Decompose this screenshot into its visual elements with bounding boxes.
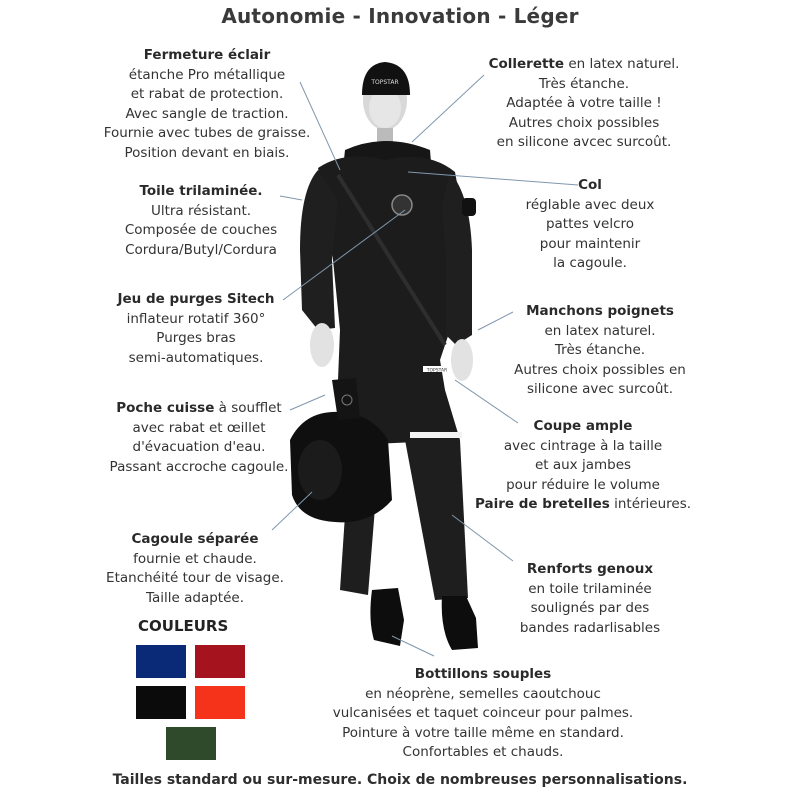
feature-line: étanche Pro métallique [128,66,286,83]
feature-line: en néoprène, semelles caoutchouc [365,685,601,702]
feature-line: en silicone avcec surcoût. [496,134,672,150]
right-boot [442,596,478,650]
feature-valves [96,290,296,368]
feature-fabric [98,182,304,260]
feature-head: Cagoule séparée [131,531,259,547]
thigh-label: TOPSTAR [426,368,448,374]
page-title: Autonomie - Innovation - Léger [221,4,579,28]
feature-line: Autres choix possibles [508,114,660,131]
feature-line: avec cintrage à la taille [503,437,663,454]
feature-line: inflateur rotatif 360° [126,310,266,327]
color-swatch-green[interactable] [166,727,216,760]
feature-pocket [96,399,302,477]
feature-line: Avec sangle de traction. [125,105,289,122]
footer-note: Tailles standard ou sur-mesure. Choix de nombreuses personnalisations. [112,772,688,788]
feature-line: bandes radarlisables [519,619,661,636]
right-arm [442,172,472,345]
feature-head: Jeu de purges Sitech [117,291,275,307]
feature-extra-tail: intérieures. [609,496,692,512]
feature-seal [474,55,694,153]
feature-line: en latex naturel. [544,322,656,339]
feature-line: vulcanisées et taquet coinceur pour palmes. [332,705,634,721]
color-swatch-black[interactable] [136,686,186,719]
feature-line: Etanchéité tour de visage. [106,570,284,586]
feature-line: Très étanche. [538,75,630,92]
feature-head: Renforts genoux [526,561,654,577]
feature-line: avec rabat et œillet [132,419,266,436]
feature-line: Purges bras [156,330,236,346]
feature-head: Coupe ample [533,418,633,434]
feature-line: Composée de couches [124,222,278,238]
color-swatch-orange[interactable] [195,686,245,719]
feature-extra-head: Paire de bretelles [474,496,610,512]
feature-head: Poche cuisse [116,400,215,416]
feature-boots [318,665,648,763]
feature-line: Cordura/Butyl/Cordura [125,241,277,258]
feature-line: Pointure à votre taille même en standard. [342,724,624,741]
feature-tail: à soufflet [214,400,282,416]
feature-head: Collerette [488,56,565,72]
feature-line: en toile trilaminée [528,580,652,597]
feature-line: soulignés par des [530,600,650,616]
feature-line: Adaptée à votre taille ! [506,95,662,111]
feature-head: Fermeture éclair [143,47,271,63]
feature-line: Taille adaptée. [145,589,244,606]
feature-line: pattes velcro [545,216,635,232]
color-swatch-red[interactable] [195,645,245,678]
feature-line: silicone avec surcoût. [526,381,674,397]
feature-line: pour maintenir [539,235,641,252]
feature-zipper [98,46,316,163]
feature-head: Manchons poignets [526,303,674,319]
feature-knees [506,560,674,638]
feature-tail: en latex naturel. [564,56,680,72]
feature-line: pour réduire le volume [506,476,660,493]
feature-wrist-seals [502,302,698,400]
left-boot [370,588,404,646]
feature-line: Fournie avec tubes de graisse. [103,125,311,141]
feature-collar [510,176,670,274]
feature-line: Position devant en biais. [124,144,290,161]
cap-label: TOPSTAR [371,79,399,86]
feature-head: Toile trilaminée. [139,183,263,199]
feature-hood [92,530,298,608]
feature-line: la cagoule. [553,255,627,271]
feature-line: et aux jambes [534,457,632,473]
feature-line: Confortables et chauds. [402,744,564,760]
feature-line: d'évacuation d'eau. [132,439,266,455]
feature-line: Passant accroche cagoule. [109,458,289,475]
feature-line: réglable avec deux [525,196,655,213]
feature-head: Bottillons souples [414,666,552,682]
color-swatch-navy[interactable] [136,645,186,678]
feature-cut [470,417,696,515]
feature-line: Très étanche. [554,342,646,358]
knee-band [410,432,462,438]
colors-title: COULEURS [138,617,229,635]
feature-line: fournie et chaude. [133,550,257,567]
feature-line: et rabat de protection. [130,86,284,102]
feature-line: Ultra résistant. [150,202,252,219]
feature-line: Autres choix possibles en [514,361,686,378]
feature-line: semi-automatiques. [128,349,264,366]
left-arm [300,170,338,330]
feature-head: Col [578,177,602,193]
